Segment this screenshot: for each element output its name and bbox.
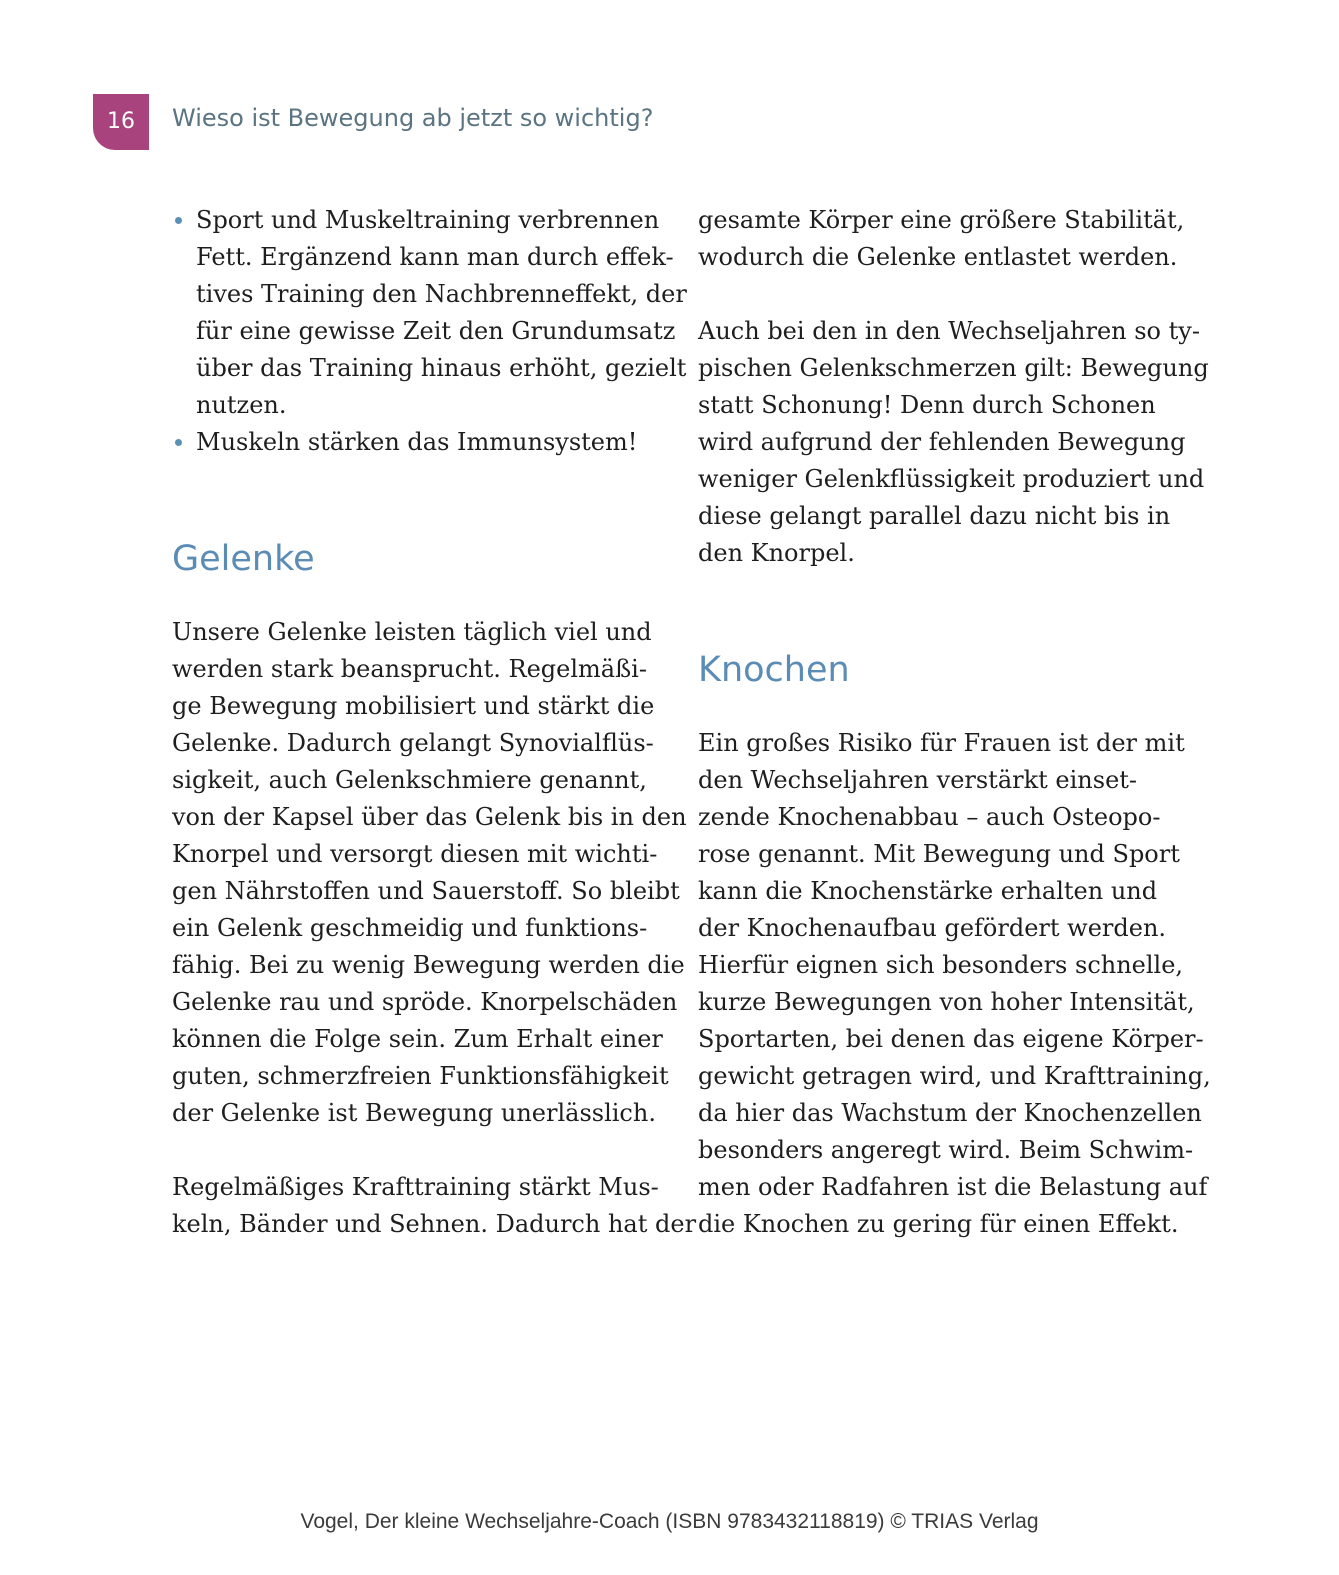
- text-line: den Wechseljahren verstärkt einset-: [698, 766, 1138, 794]
- list-item: [172, 424, 652, 461]
- page-number-badge: 16: [93, 94, 149, 150]
- paragraph: [172, 1169, 697, 1243]
- list-item: [172, 202, 687, 424]
- footer-citation: Vogel, Der kleine Wechseljahre-Coach (ISBN 9783432118819) © TRIAS Verlag: [300, 1510, 1039, 1533]
- text-line: fähig. Bei zu wenig Bewegung werden die: [172, 951, 685, 979]
- text-line: pischen Gelenkschmerzen gilt: Bewegung: [698, 354, 1209, 382]
- text-line: über das Training hinaus erhöht, gezielt: [196, 354, 687, 382]
- text-line: gesamte Körper eine größere Stabilität,: [698, 206, 1185, 234]
- left-column: [172, 202, 697, 1243]
- text-line: Ein großes Risiko für Frauen ist der mit: [698, 729, 1185, 757]
- bullet-dot-icon: [175, 217, 182, 224]
- text-line: Gelenke rau und spröde. Knorpelschäden: [172, 988, 678, 1016]
- text-line: können die Folge sein. Zum Erhalt einer: [172, 1025, 663, 1053]
- paragraph: [172, 614, 687, 1132]
- text-line: die Knochen zu gering für einen Effekt.: [698, 1210, 1179, 1238]
- section-heading-knochen: Knochen: [698, 650, 850, 690]
- text-line: weniger Gelenkflüssigkeit produziert und: [698, 465, 1205, 493]
- text-line: Fett. Ergänzend kann man durch effek-: [196, 243, 674, 271]
- paragraph: [698, 725, 1211, 1243]
- running-title: Wieso ist Bewegung ab jetzt so wichtig?: [172, 104, 654, 132]
- text-line: besonders angeregt wird. Beim Schwim-: [698, 1136, 1194, 1164]
- text-line: statt Schonung! Denn durch Schonen: [698, 391, 1156, 419]
- text-line: Gelenke. Dadurch gelangt Synovialflüs-: [172, 729, 654, 757]
- text-line: ein Gelenk geschmeidig und funktions-: [172, 914, 648, 942]
- text-line: Auch bei den in den Wechseljahren so ty-: [698, 317, 1200, 345]
- text-line: rose genannt. Mit Bewegung und Sport: [698, 840, 1180, 868]
- text-line: gewicht getragen wird, und Krafttraining,: [698, 1062, 1211, 1090]
- text-line: nutzen.: [196, 391, 287, 419]
- text-line: Sportarten, bei denen das eigene Körper-: [698, 1025, 1204, 1053]
- text-line: guten, schmerzfreien Funktionsfähigkeit: [172, 1062, 669, 1090]
- text-line: gen Nährstoffen und Sauerstoff. So bleibt: [172, 877, 680, 905]
- text-line: diese gelangt parallel dazu nicht bis in: [698, 502, 1171, 530]
- bullet-dot-icon: [175, 439, 182, 446]
- text-line: wodurch die Gelenke entlastet werden.: [698, 243, 1178, 271]
- text-line: der Gelenke ist Bewegung unerlässlich.: [172, 1099, 656, 1127]
- section-heading-gelenke: Gelenke: [172, 539, 315, 579]
- text-line: kurze Bewegungen von hoher Intensität,: [698, 988, 1195, 1016]
- text-line: Knorpel und versorgt diesen mit wichti-: [172, 840, 658, 868]
- text-line: Regelmäßiges Krafttraining stärkt Mus-: [172, 1173, 659, 1201]
- text-line: Sport und Muskeltraining verbrennen: [196, 206, 660, 234]
- text-line: wird aufgrund der fehlenden Bewegung: [698, 428, 1186, 456]
- text-line: den Knorpel.: [698, 539, 855, 567]
- paragraph: [698, 313, 1209, 572]
- text-line: da hier das Wachstum der Knochenzellen: [698, 1099, 1202, 1127]
- text-line: ge Bewegung mobilisiert und stärkt die: [172, 692, 655, 720]
- text-line: Muskeln stärken das Immunsystem!: [196, 428, 638, 456]
- text-line: Hierfür eignen sich besonders schnelle,: [698, 951, 1184, 979]
- text-line: für eine gewisse Zeit den Grundumsatz: [196, 317, 676, 345]
- paragraph: [698, 202, 1185, 276]
- text-line: men oder Radfahren ist die Belastung auf: [698, 1173, 1208, 1201]
- text-line: Unsere Gelenke leisten täglich viel und: [172, 618, 652, 646]
- text-line: sigkeit, auch Gelenkschmiere genannt,: [172, 766, 647, 794]
- text-line: zende Knochenabbau – auch Osteopo-: [698, 803, 1161, 831]
- right-column: [698, 202, 1211, 1243]
- bullet-list: [172, 202, 687, 461]
- text-line: tives Training den Nachbrenneffekt, der: [196, 280, 687, 308]
- text-line: keln, Bänder und Sehnen. Dadurch hat der: [172, 1210, 697, 1238]
- text-line: der Knochenaufbau gefördert werden.: [698, 914, 1167, 942]
- text-line: werden stark beansprucht. Regelmäßi-: [172, 655, 647, 683]
- text-line: kann die Knochenstärke erhalten und: [698, 877, 1158, 905]
- text-line: von der Kapsel über das Gelenk bis in den: [172, 803, 687, 831]
